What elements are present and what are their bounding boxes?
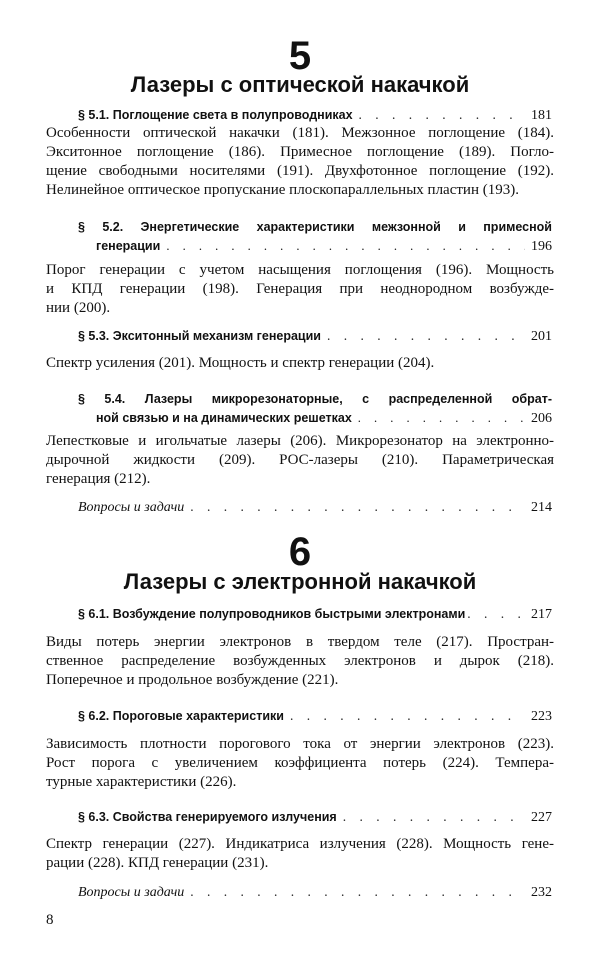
description-line: дырочной жидкости (209). РОС-лазеры (210). Параметрическая (46, 452, 554, 468)
toc-questions-6[interactable] (78, 883, 552, 902)
description-line: Экситонное поглощение (186). Примесное поглощение (189). Погло- (46, 144, 554, 160)
chapter-number: 5 (288, 34, 312, 78)
section-description (46, 261, 554, 318)
section-description (46, 124, 554, 200)
toc-entry-label: § 5.1. Поглощение света в полупроводниках (78, 108, 353, 122)
description-line: Порог генерации с учетом насыщения поглощения (196). Мощность (46, 262, 554, 278)
description-line: Особенности оптической накачки (181). Межзонное поглощение (184). (46, 125, 554, 141)
toc-page-number: 227 (531, 810, 552, 825)
toc-page-number: 201 (531, 329, 552, 344)
leader-dots (190, 498, 525, 516)
description-line: и КПД генерации (198). Генерация при неоднородном возбужде- (46, 281, 554, 297)
description-line: турные характеристики (226). (46, 774, 237, 790)
toc-entry-label: § 6.1. Возбуждение полупроводников быстрыми электронами (78, 607, 466, 621)
leader-dots (327, 327, 525, 345)
toc-page-number: 223 (531, 709, 552, 724)
section-description (46, 432, 554, 489)
toc-page-number: 196 (531, 239, 552, 254)
description-line: генерация (212). (46, 471, 151, 487)
section-description (46, 835, 554, 873)
description-line: Рост порога с увеличением коэффициента потерь (224). Темпера- (46, 755, 554, 771)
leader-dots (467, 605, 529, 623)
toc-entry-label-cont: ной связью и на динамических решетках (96, 411, 352, 425)
toc-entry-label: § 5.4. Лазеры микрорезонаторные, с распределенной обрат- (78, 392, 552, 406)
section-description (46, 633, 554, 690)
description-line: Виды потерь энергии электронов в твердом теле (217). Простран- (46, 634, 554, 650)
leader-dots (343, 808, 525, 826)
chapter-title: Лазеры с оптической накачкой (130, 72, 470, 97)
leader-dots (290, 707, 525, 725)
toc-page-number: 214 (531, 500, 552, 515)
toc-entry-label-cont: генерации (96, 239, 161, 253)
section-description (46, 354, 554, 373)
toc-entry-label: Вопросы и задачи (78, 500, 185, 515)
toc-questions-5[interactable] (78, 498, 552, 517)
toc-entry-label: § 6.2. Пороговые характеристики (78, 709, 284, 723)
toc-entry-5-1[interactable] (78, 106, 552, 125)
page-number: 8 (46, 912, 54, 928)
description-line: Лепестковые и игольчатые лазеры (206). Микрорезонатор на электронно- (46, 433, 554, 449)
description-line: рации (228). КПД генерации (231). (46, 855, 269, 871)
description-line: ственное распределение возбужденных электронов и дырок (218). (46, 653, 554, 669)
chapter-number: 6 (288, 530, 312, 574)
chapter-title: Лазеры с электронной накачкой (123, 569, 477, 594)
description-line: Нелинейное оптическое пропускание плоскопараллельных пластин (193). (46, 182, 519, 198)
toc-page-number: 217 (531, 607, 552, 622)
toc-entry-5-3[interactable] (78, 327, 552, 346)
toc-entry-label: § 5.3. Экситонный механизм генерации (78, 329, 321, 343)
description-line: Зависимость плотности порогового тока от энергии электронов (223). (46, 736, 554, 752)
toc-entry-6-3[interactable] (78, 808, 552, 827)
toc-entry-6-1[interactable] (78, 605, 552, 624)
toc-page-number: 181 (531, 108, 552, 123)
leader-dots (358, 409, 525, 428)
toc-entry-label: § 6.3. Свойства генерируемого излучения (78, 810, 337, 824)
toc-entry-label: Вопросы и задачи (78, 885, 185, 900)
leader-dots (190, 883, 525, 901)
description-line: Спектр усиления (201). Мощность и спектр генерации (204). (46, 355, 435, 371)
toc-page-number: 206 (531, 411, 552, 426)
description-line: Поперечное и продольное возбуждение (221). (46, 672, 339, 688)
leader-dots (359, 106, 525, 124)
leader-dots (166, 237, 525, 256)
description-line: Спектр генерации (227). Индикатриса излучения (228). Мощность гене- (46, 836, 554, 852)
toc-page-number: 232 (531, 885, 552, 900)
toc-entry-label: § 5.2. Энергетические характеристики межзонной и примесной (78, 220, 552, 234)
toc-entry-6-2[interactable] (78, 707, 552, 726)
description-line: щение свободными носителями (191). Двухфотонное поглощение (192). (46, 163, 554, 179)
toc-entry-5-4[interactable] (78, 390, 552, 428)
section-description (46, 735, 554, 792)
description-line: нии (200). (46, 300, 111, 316)
toc-entry-5-2[interactable] (78, 218, 552, 256)
